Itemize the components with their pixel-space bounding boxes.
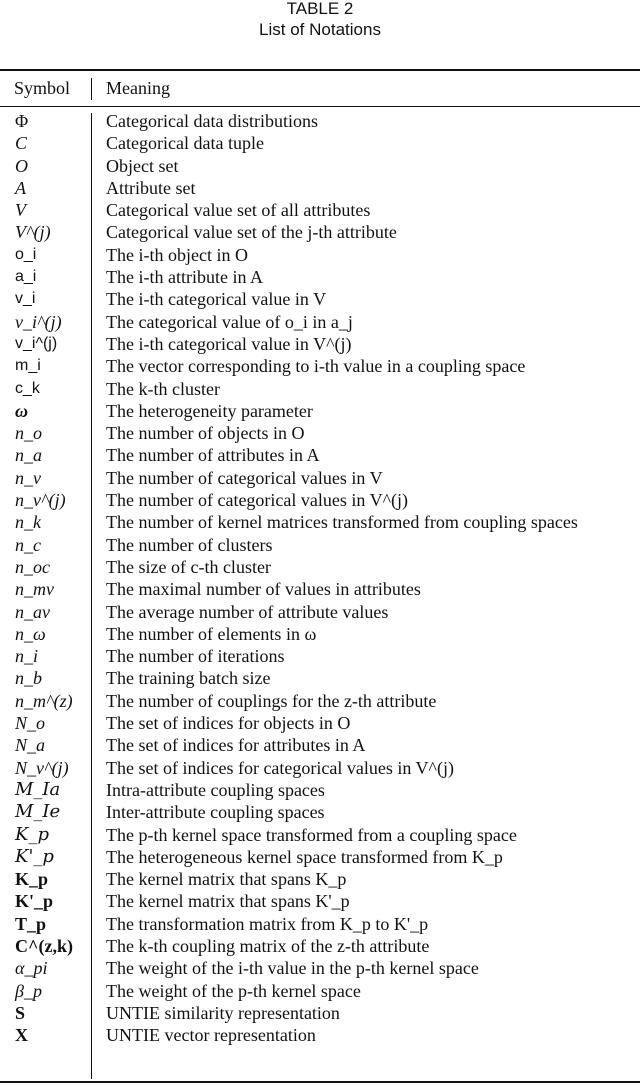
table-row [0,734,640,756]
notation-symbol: n_m^(z) [15,690,73,711]
notation-meaning: UNTIE vector representation [106,1025,316,1046]
notation-symbol: ω [15,400,29,421]
notation-symbol: S [15,1002,26,1023]
table-row [0,556,640,578]
notation-symbol: M_Ia [15,778,61,800]
table-row [0,444,640,466]
notation-symbol: v_i [15,290,36,308]
notation-symbol: N_a [15,735,46,756]
notation-symbol: a_i [15,268,37,286]
notation-meaning: The kernel matrix that spans K'_p [106,891,350,912]
notation-meaning: Categorical value set of all attributes [106,200,371,221]
table-row [0,132,640,154]
table-row [0,757,640,779]
table-row [0,311,640,333]
table-row [0,957,640,979]
header-rule [0,106,640,107]
notation-symbol: N_o [15,713,46,734]
table-row [0,890,640,912]
table-row [0,1002,640,1024]
notation-symbol: O [15,155,28,176]
table-row [0,400,640,422]
bottom-rule [0,1081,640,1083]
table-row [0,801,640,823]
table-row [0,980,640,1002]
table-row [0,935,640,957]
column-divider [91,78,92,100]
table-row [0,690,640,712]
notation-symbol: A [15,177,26,198]
notation-meaning: The i-th categorical value in V^(j) [106,333,352,354]
notation-symbol: T_p [15,913,47,934]
notation-meaning: UNTIE similarity representation [106,1002,340,1023]
notation-symbol: n_mv [15,579,54,600]
table-row [0,266,640,288]
notation-meaning: The kernel matrix that spans K_p [106,869,347,890]
notation-meaning: The number of categorical values in V^(j) [106,490,409,511]
notation-symbol: n_oc [15,556,50,577]
table-row [0,288,640,310]
table-row [0,534,640,556]
notation-symbol: m_i [15,357,41,375]
notation-meaning: The i-th object in O [106,244,248,265]
table-row [0,467,640,489]
notation-symbol: β_p [15,980,42,1001]
notation-meaning: The training batch size [106,668,271,689]
table-row [0,667,640,689]
notation-meaning: Categorical data tuple [106,133,264,154]
table-row [0,1024,640,1046]
table-row [0,155,640,177]
table-row [0,601,640,623]
notation-symbol: n_v^(j) [15,490,66,511]
notation-symbol: o_i [15,245,37,263]
notation-meaning: The k-th coupling matrix of the z-th attribute [106,935,430,956]
notation-meaning: The set of indices for objects in O [106,713,351,734]
notation-symbol: n_k [15,512,41,533]
table-row [0,623,640,645]
notation-symbol: n_i [15,646,39,667]
top-rule [0,69,640,71]
notation-meaning: Inter-attribute coupling spaces [106,802,325,823]
notation-symbol: n_av [15,601,50,622]
notation-symbol: N_v^(j) [15,757,69,778]
notation-meaning: Attribute set [106,177,196,198]
notation-symbol: α_pi [15,958,48,979]
notation-meaning: The i-th categorical value in V [106,289,327,310]
table-row [0,333,640,355]
notation-meaning: The number of elements in ω [106,623,317,644]
notation-symbol: K_p [15,823,49,845]
notation-symbol: n_c [15,534,41,555]
notation-meaning: The number of categorical values in V [106,467,383,488]
notation-meaning: Categorical data distributions [106,111,318,131]
notation-meaning: The number of objects in O [106,423,305,444]
notation-meaning: The i-th attribute in A [106,267,263,288]
table-row [0,489,640,511]
notation-meaning: Intra-attribute coupling spaces [106,779,325,800]
notation-meaning: The average number of attribute values [106,601,389,622]
notation-symbol: X [15,1025,28,1046]
notation-meaning: The number of iterations [106,646,285,667]
notation-meaning: The number of clusters [106,534,273,555]
table-row [0,511,640,533]
table-row [0,422,640,444]
column-header-symbol: Symbol [14,78,71,98]
notation-symbol: K'_p [15,891,54,912]
table-row [0,712,640,734]
notation-table-body [0,110,640,1046]
table-row [0,824,640,846]
notation-symbol: v_i^(j) [15,311,62,332]
notation-meaning: The set of indices for attributes in A [106,735,366,756]
notation-meaning: The vector corresponding to i-th value in a coupling space [106,356,526,377]
notation-meaning: Object set [106,155,179,176]
notation-symbol: K'_p [15,845,54,867]
notation-symbol: C [15,133,28,154]
column-header-meaning: Meaning [106,78,170,98]
table-row [0,868,640,890]
notation-meaning: The set of indices for categorical values in V^(j) [106,757,454,778]
notation-symbol: n_a [15,445,42,466]
notation-symbol: V [15,200,26,221]
table-row [0,578,640,600]
notation-symbol: n_o [15,423,42,444]
notation-meaning: The size of c-th cluster [106,556,271,577]
table-row [0,244,640,266]
notation-symbol: Φ [15,111,29,131]
table-row [0,378,640,400]
table-row [0,177,640,199]
notation-symbol: n_v [15,467,41,488]
notation-meaning: The k-th cluster [106,378,220,399]
notation-symbol: V^(j) [15,222,51,243]
notation-meaning: The maximal number of values in attributes [106,579,421,600]
table-row [0,355,640,377]
table-row [0,779,640,801]
notation-meaning: The transformation matrix from K_p to K'_p [106,913,429,934]
notation-symbol: v_i^(j) [15,334,58,352]
notation-meaning: The weight of the i-th value in the p-th kernel space [106,958,479,979]
table-row [0,913,640,935]
table-title: List of Notations [259,20,381,39]
notation-symbol: K_p [15,869,49,890]
table-label: TABLE 2 [286,0,354,18]
table-row [0,846,640,868]
notation-symbol: M_Ie [15,801,61,823]
notation-meaning: The heterogeneity parameter [106,400,313,421]
notation-meaning: Categorical value set of the j-th attribute [106,222,397,243]
table-row [0,110,640,132]
notation-symbol: c_k [15,379,40,397]
notation-meaning: The number of couplings for the z-th attribute [106,690,437,711]
notation-meaning: The weight of the p-th kernel space [106,980,361,1001]
notation-meaning: The number of kernel matrices transformed from coupling spaces [106,512,578,533]
notation-symbol: n_b [15,668,42,689]
table-row [0,199,640,221]
notation-meaning: The categorical value of o_i in a_j [106,311,353,332]
notation-symbol: n_ω [15,623,46,644]
notation-meaning: The heterogeneous kernel space transformed from K_p [106,846,503,867]
notation-meaning: The number of attributes in A [106,445,320,466]
notation-symbol: C^(z,k) [15,935,73,956]
table-row [0,645,640,667]
table-row [0,221,640,243]
notation-meaning: The p-th kernel space transformed from a coupling space [106,824,517,845]
